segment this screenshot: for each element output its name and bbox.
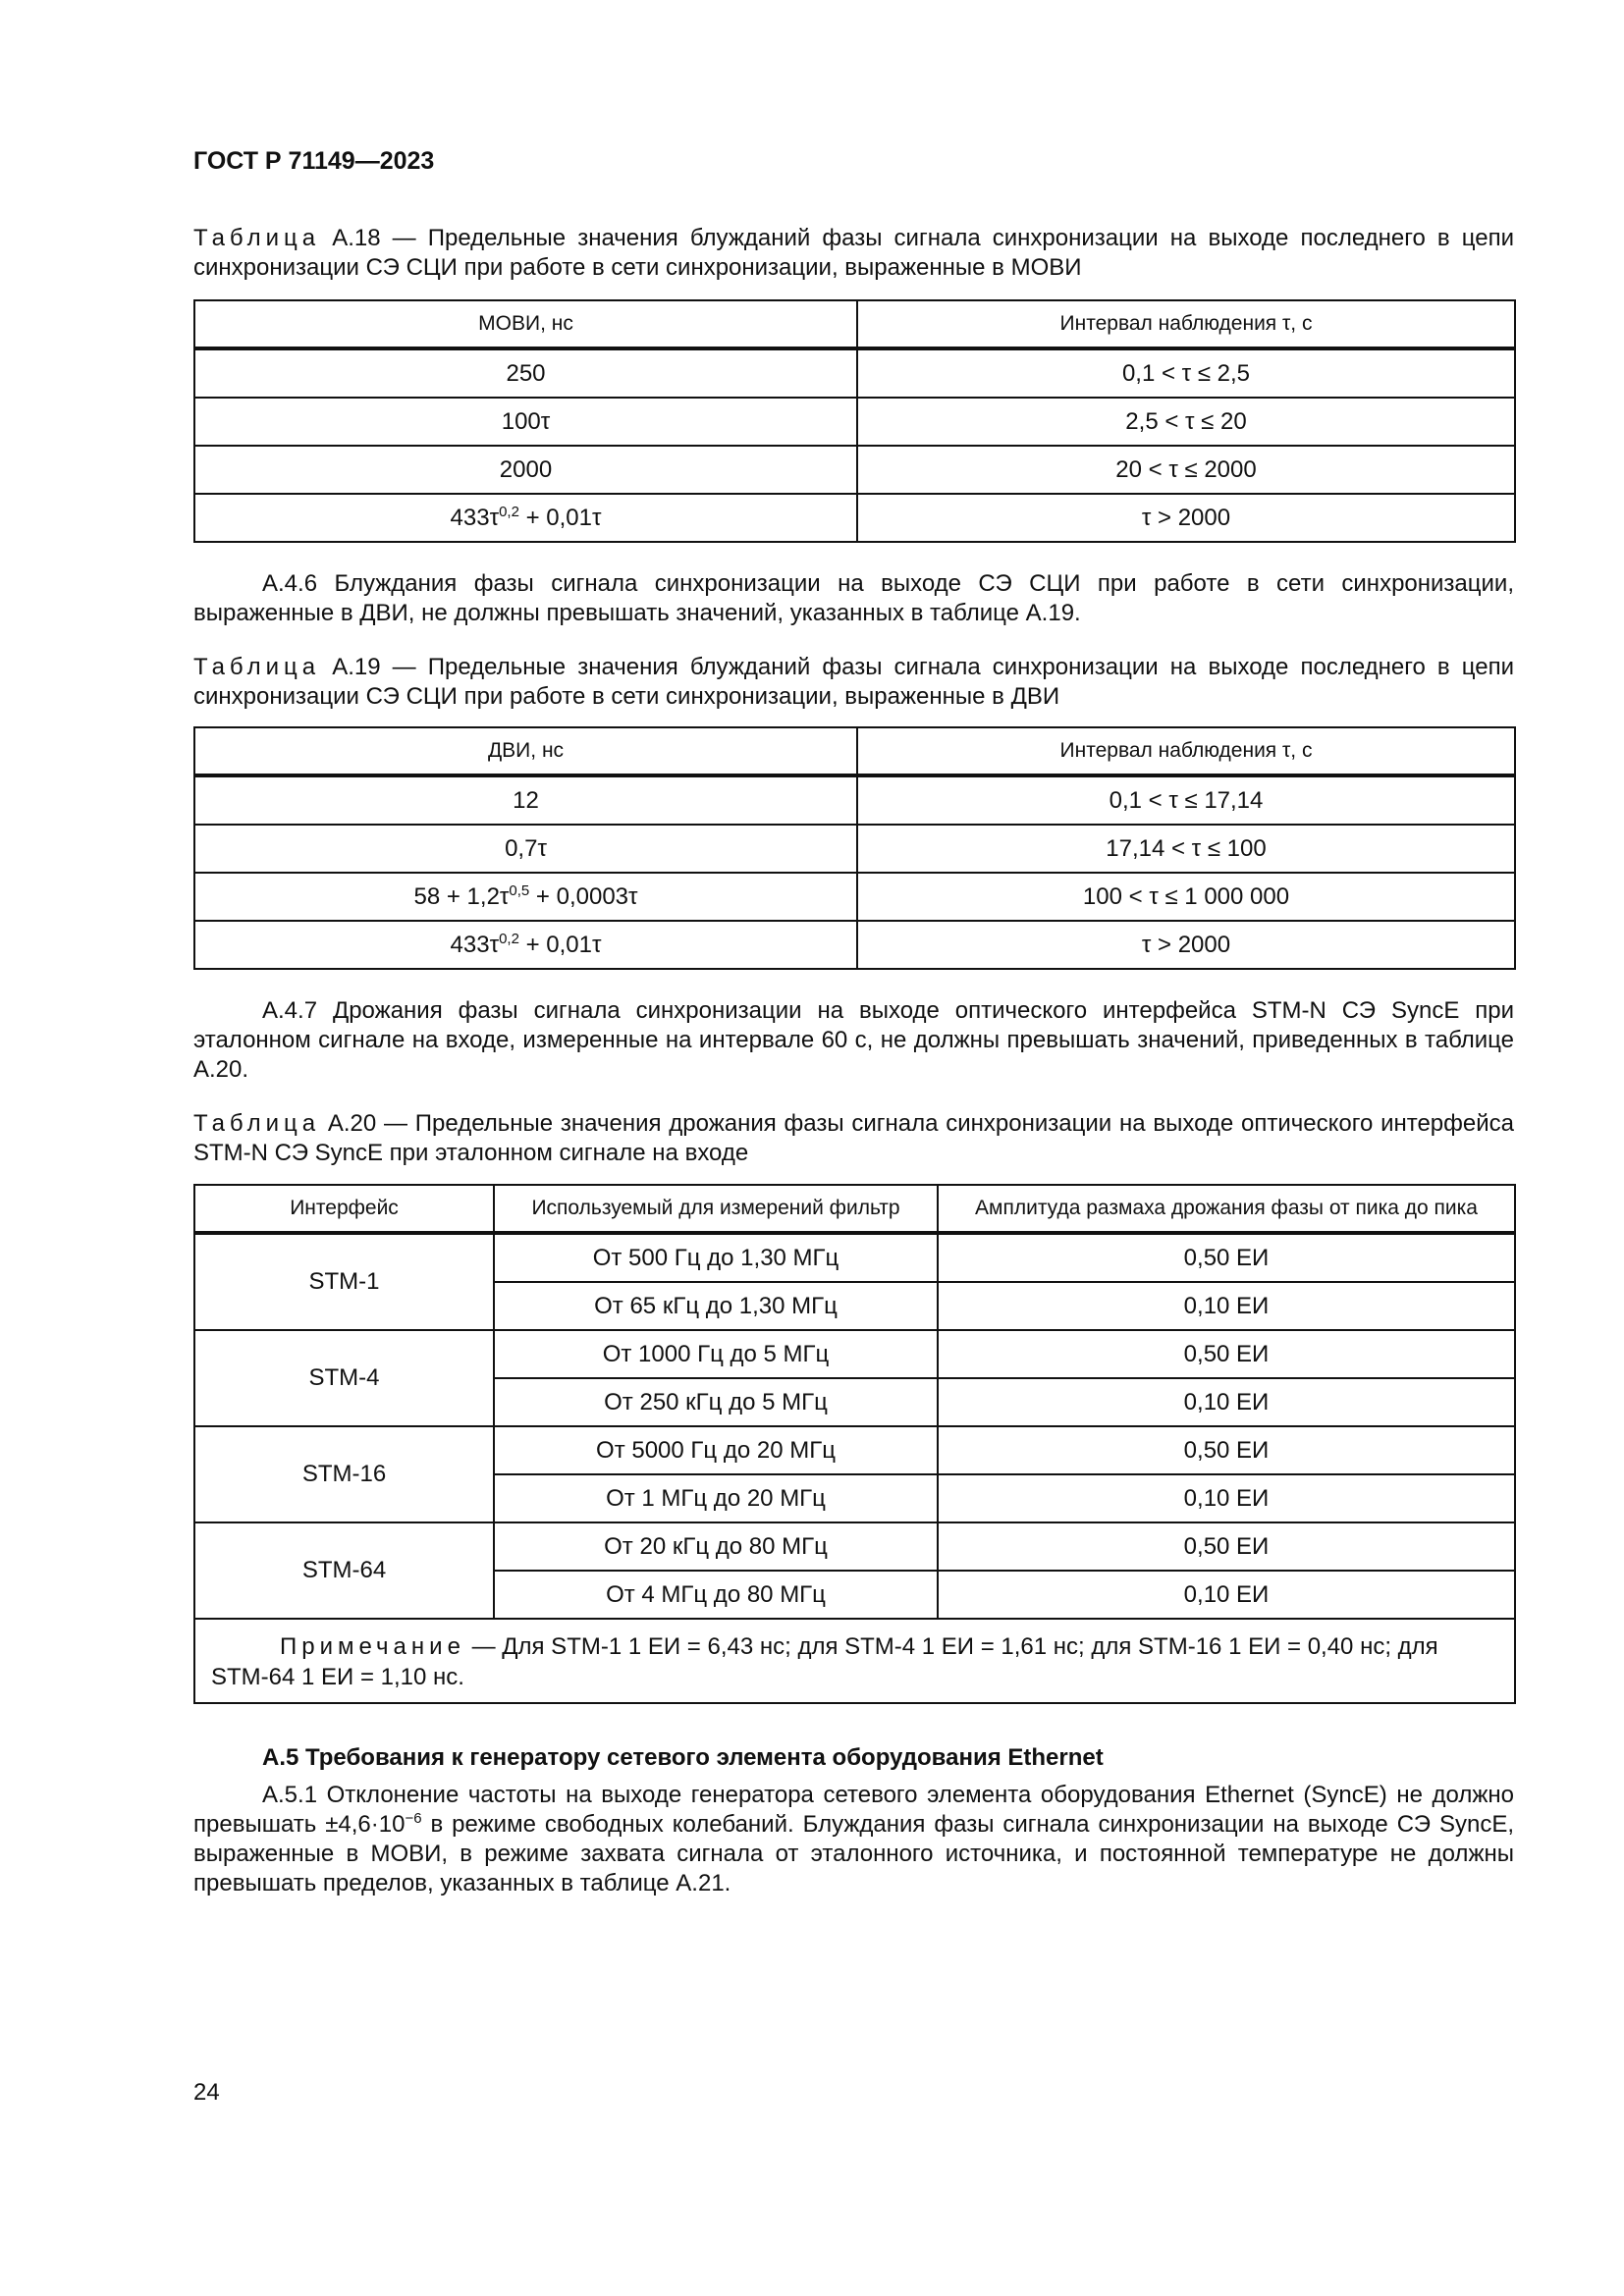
table-row: [194, 1330, 1515, 1378]
table-cell: 0,50 ЕИ: [938, 1233, 1515, 1282]
table-header-cell: Интервал наблюдения τ, с: [857, 300, 1515, 348]
interface-cell: STM-16: [194, 1426, 494, 1522]
table-row: [194, 446, 1515, 494]
table-a18-caption: [193, 224, 1514, 283]
caption-lead: Таблица: [193, 654, 321, 680]
caption-text: А.19 — Предельные значения блужданий фазы сигнала синхронизации на выходе последнего в цепи синхронизации СЭ СЦИ при работе в сети синхронизации, выраженные в ДВИ: [193, 654, 1514, 710]
note-lead: Примечание: [280, 1633, 465, 1660]
table-cell: 250: [194, 348, 857, 398]
formula-exponent: 0,5: [509, 881, 530, 899]
caption-text: А.20 — Предельные значения дрожания фазы сигнала синхронизации на выходе оптического интерфейса STM-N СЭ SyncE при эталонном сигнале на входе: [193, 1110, 1514, 1166]
table-cell: От 65 кГц до 1,30 МГц: [494, 1282, 938, 1330]
section-heading: А.5 Требования к генератору сетевого элемента оборудования Ethernet: [262, 1744, 1104, 1771]
formula-base: 58 + 1,2τ: [413, 882, 510, 910]
table-header-cell: ДВИ, нс: [194, 727, 857, 775]
interface-cell: STM-64: [194, 1522, 494, 1619]
table-cell: 2,5 < τ ≤ 20: [857, 398, 1515, 446]
page-number: 24: [193, 2079, 220, 2106]
table-row: [194, 1522, 1515, 1571]
table-cell: От 5000 Гц до 20 МГц: [494, 1426, 938, 1474]
table-cell: 0,50 ЕИ: [938, 1426, 1515, 1474]
table-a19-caption: [193, 653, 1514, 712]
table-row: [194, 494, 1515, 542]
formula-exponent: 0,2: [499, 503, 519, 520]
table-row: [194, 1426, 1515, 1474]
table-cell: 0,10 ЕИ: [938, 1282, 1515, 1330]
table-cell: 100 < τ ≤ 1 000 000: [857, 873, 1515, 921]
note-text: — Для STM-1 1 ЕИ = 6,43 нс; для STM-4 1 ЕИ = 1,61 нс; для STM-16 1 ЕИ = 0,40 нс; для STM-64 1 ЕИ = 1,10 нс.: [211, 1633, 1438, 1690]
table-cell: 0,1 < τ ≤ 17,14: [857, 775, 1515, 825]
table-header-cell: Интерфейс: [194, 1185, 494, 1233]
paragraph-a46: [193, 569, 1514, 628]
table-cell: 12: [194, 775, 857, 825]
table-cell-formula: [194, 873, 857, 921]
paragraph-a47: [193, 996, 1514, 1085]
formula-tail: + 0,01τ: [518, 931, 602, 958]
table-header-cell: Интервал наблюдения τ, с: [857, 727, 1515, 775]
paragraph-text: А.4.6 Блуждания фазы сигнала синхронизации на выходе СЭ СЦИ при работе в сети синхронизации, выраженные в ДВИ, не должны превышать значений, указанных в таблице А.19.: [193, 570, 1514, 626]
formula-base: 433τ: [450, 931, 500, 958]
formula-tail: + 0,0003τ: [529, 882, 638, 910]
table-cell: От 4 МГц до 80 МГц: [494, 1571, 938, 1619]
formula-exponent: 0,2: [499, 930, 519, 947]
table-row: [194, 873, 1515, 921]
table-cell: 100τ: [194, 398, 857, 446]
table-cell: 0,10 ЕИ: [938, 1571, 1515, 1619]
table-row: [194, 1233, 1515, 1282]
table-cell: 2000: [194, 446, 857, 494]
table-a20-caption: [193, 1109, 1514, 1168]
table-cell: От 500 Гц до 1,30 МГц: [494, 1233, 938, 1282]
caption-lead: Таблица: [193, 1110, 321, 1137]
formula-tail: + 0,01τ: [518, 504, 602, 531]
interface-cell: STM-1: [194, 1233, 494, 1330]
table-cell-formula: [194, 494, 857, 542]
table-a20: [193, 1184, 1514, 1704]
formula-base: 433τ: [450, 504, 500, 531]
table-a19: [193, 726, 1514, 970]
section-a5-heading: [193, 1744, 1514, 1772]
table-row: [194, 921, 1515, 969]
table-cell: 20 < τ ≤ 2000: [857, 446, 1515, 494]
table-row: [194, 398, 1515, 446]
table-cell: 0,50 ЕИ: [938, 1522, 1515, 1571]
table-cell: 0,50 ЕИ: [938, 1330, 1515, 1378]
table-cell: 0,1 < τ ≤ 2,5: [857, 348, 1515, 398]
table-cell: 0,10 ЕИ: [938, 1474, 1515, 1522]
interface-cell: STM-4: [194, 1330, 494, 1426]
paragraph-text-part2: в режиме свободных колебаний. Блуждания фазы сигнала синхронизации на выходе СЭ SyncE, выраженные в МОВИ, в режиме захвата сигнала от эталонного источника, и постоянной температуре не должны превышать пределов, указанных в таблице А.21.: [193, 1811, 1514, 1896]
table-cell: От 1000 Гц до 5 МГц: [494, 1330, 938, 1378]
table-note-row: [194, 1619, 1515, 1703]
table-header-cell: Используемый для измерений фильтр: [494, 1185, 938, 1233]
table-row: [194, 825, 1515, 873]
document-header: ГОСТ Р 71149—2023: [193, 147, 435, 175]
table-cell: τ > 2000: [857, 921, 1515, 969]
table-cell: От 20 кГц до 80 МГц: [494, 1522, 938, 1571]
table-cell: 17,14 < τ ≤ 100: [857, 825, 1515, 873]
table-header-cell: Амплитуда размаха дрожания фазы от пика до пика: [938, 1185, 1515, 1233]
paragraph-text-part1: А.5.1 Отклонение частоты на выходе генератора сетевого элемента оборудования Ethernet (SyncE) не должно превышать ±4,6·10: [193, 1782, 1514, 1838]
exponent: −6: [405, 1810, 422, 1827]
paragraph-text: А.4.7 Дрожания фазы сигнала синхронизации на выходе оптического интерфейса STM-N СЭ SyncE при эталонном сигнале на входе, измеренные на интервале 60 с, не должны превышать значений, приведенных в таблице А.20.: [193, 997, 1514, 1083]
caption-lead: Таблица: [193, 225, 321, 251]
caption-text: А.18 — Предельные значения блужданий фазы сигнала синхронизации на выходе последнего в цепи синхронизации СЭ СЦИ при работе в сети синхронизации, выраженные в МОВИ: [193, 225, 1514, 281]
table-cell: 0,10 ЕИ: [938, 1378, 1515, 1426]
table-header-cell: МОВИ, нс: [194, 300, 857, 348]
table-a18: [193, 299, 1514, 543]
table-row: [194, 348, 1515, 398]
table-row: [194, 775, 1515, 825]
table-note: [194, 1619, 1515, 1703]
table-cell: От 1 МГц до 20 МГц: [494, 1474, 938, 1522]
table-cell: 0,7τ: [194, 825, 857, 873]
table-cell: τ > 2000: [857, 494, 1515, 542]
table-cell: От 250 кГц до 5 МГц: [494, 1378, 938, 1426]
table-cell-formula: [194, 921, 857, 969]
paragraph-a51: [193, 1781, 1514, 1898]
